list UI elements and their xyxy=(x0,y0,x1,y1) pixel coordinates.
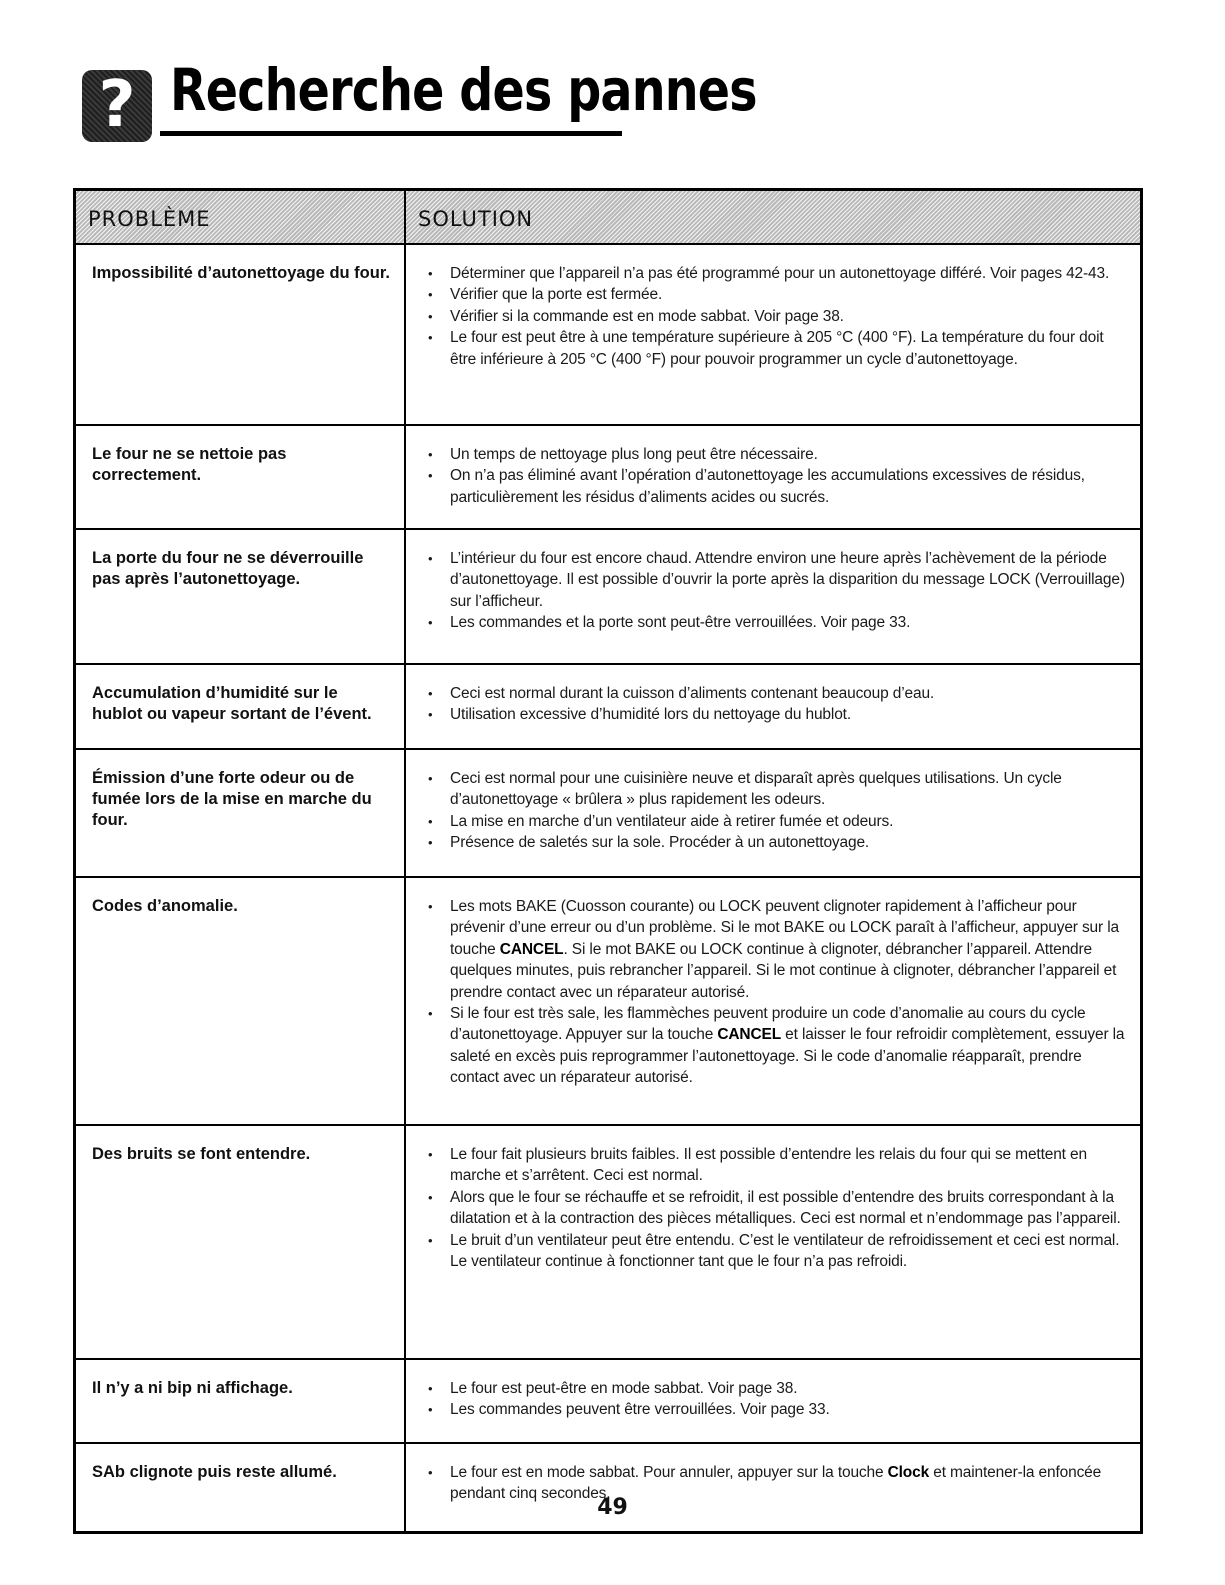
key-label: Clock xyxy=(887,1464,930,1481)
problem-cell: Il n’y a ni bip ni affichage. xyxy=(76,1360,406,1442)
solution-cell xyxy=(406,750,1140,876)
solution-cell xyxy=(406,1360,1140,1442)
problem-cell: Émission d’une forte odeur ou de fumée lors de la mise en marche du four. xyxy=(76,750,406,876)
table-row xyxy=(76,245,1140,426)
solution-item xyxy=(428,768,1126,811)
solution-text: L’intérieur du four est encore chaud. Attendre environ une heure après l’achèvement de la période d’autonettoyage. Il est possible d’ouvrir la porte après la disparition du message LOCK (Verrouillage) sur l’afficheur. xyxy=(450,550,1125,610)
solution-list xyxy=(428,548,1126,634)
solution-item xyxy=(428,327,1126,370)
table-row xyxy=(76,665,1140,750)
solution-item xyxy=(428,811,1126,832)
solution-item xyxy=(428,832,1126,853)
key-label: CANCEL xyxy=(717,1026,782,1044)
solution-item xyxy=(428,306,1126,327)
table-row xyxy=(76,750,1140,878)
troubleshooting-table xyxy=(73,188,1143,1534)
solution-text: On n’a pas éliminé avant l’opération d’autonettoyage les accumulations excessives de résidus, particulièrement les résidus d’aliments acides ou sucrés. xyxy=(450,467,1085,506)
key-label: CANCEL xyxy=(499,940,564,958)
question-mark-icon: ? xyxy=(82,70,152,142)
solution-text: La mise en marche d’un ventilateur aide à retirer fumée et odeurs. xyxy=(450,812,894,830)
solution-item xyxy=(428,683,1126,704)
solution-text: . Si le mot BAKE ou LOCK continue à clignoter, débrancher l’appareil. Attendre quelques minutes, puis rebrancher l’appareil. Si le mot continue à clignoter, débrancher l’appareil et prendre contact avec un réparateur autorisé. xyxy=(450,940,1117,1001)
solution-text: Les commandes et la porte sont peut-être verrouillées. Voir page 33. xyxy=(450,614,911,632)
solution-text: Utilisation excessive d’humidité lors du nettoyage du hublot. xyxy=(450,706,851,724)
column-header-solution: SOLUTION xyxy=(418,207,534,231)
solution-item xyxy=(428,263,1126,284)
solution-item xyxy=(428,1144,1126,1187)
solution-list xyxy=(428,683,1126,726)
solution-text: Vérifier que la porte est fermée. xyxy=(450,286,663,304)
solution-item xyxy=(428,1378,1126,1399)
solution-text: Le four est en mode sabbat. Pour annuler, appuyer sur la touche xyxy=(450,1464,888,1481)
solution-text: Le four est peut-être en mode sabbat. Voir page 38. xyxy=(450,1380,798,1397)
solution-item xyxy=(428,896,1126,1003)
solution-text: Déterminer que l’appareil n’a pas été programmé pour un autonettoyage différé. Voir pages 42-43. xyxy=(450,265,1110,282)
solution-item xyxy=(428,548,1126,612)
solution-cell xyxy=(406,1126,1140,1358)
table-row xyxy=(76,530,1140,665)
solution-item xyxy=(428,612,1126,633)
title-underline xyxy=(160,131,622,136)
solution-list xyxy=(428,896,1126,1089)
solution-text: et maintener-la enfoncée pendant cinq secondes. xyxy=(450,1464,1102,1503)
solution-text: Présence de saletés sur la sole. Procéder à un autonettoyage. xyxy=(450,834,870,852)
solution-text: Si le four est très sale, les flammèches peuvent produire un code d’anomalie au cours du cycle d’autonettoyage. Appuyer sur la touche xyxy=(450,1005,1086,1044)
page-title: Recherche des pannes xyxy=(170,56,757,124)
solution-list xyxy=(428,1144,1126,1272)
solution-item xyxy=(428,444,1126,465)
table-header xyxy=(76,191,1140,245)
solution-item xyxy=(428,465,1126,508)
solution-text: Le four est peut être à une température supérieure à 205 °C (400 °F). La température du four doit être inférieure à 205 °C (400 °F) pour pouvoir programmer un cycle d’autonettoyage. xyxy=(450,329,1104,368)
solution-item xyxy=(428,284,1126,305)
solution-cell xyxy=(406,665,1140,748)
table-body xyxy=(76,245,1140,1531)
solution-item xyxy=(428,704,1126,725)
solution-item xyxy=(428,1187,1126,1230)
solution-text: Un temps de nettoyage plus long peut être nécessaire. xyxy=(450,446,818,463)
solution-cell xyxy=(406,878,1140,1124)
table-row xyxy=(76,878,1140,1126)
solution-item xyxy=(428,1399,1126,1420)
problem-cell: Accumulation d’humidité sur le hublot ou vapeur sortant de l’évent. xyxy=(76,665,406,748)
solution-text: Ceci est normal durant la cuisson d’aliments contenant beaucoup d’eau. xyxy=(450,685,935,702)
solution-text: Ceci est normal pour une cuisinière neuve et disparaît après quelques utilisations. Un cycle d’autonettoyage « brûlera » plus rapidement les odeurs. xyxy=(450,770,1062,809)
solution-list xyxy=(428,1378,1126,1421)
solution-text: Alors que le four se réchauffe et se refroidit, il est possible d’entendre des bruits correspondant à la dilatation et à la contraction des pièces métalliques. Ceci est normal et n’endommage pas l’appareil. xyxy=(450,1188,1121,1228)
solution-text: Le four fait plusieurs bruits faibles. Il est possible d’entendre les relais du four qui se mettent en marche et s’arrêtent. Ceci est normal. xyxy=(450,1146,1087,1185)
solution-cell xyxy=(406,426,1140,528)
solution-text: Vérifier si la commande est en mode sabbat. Voir page 38. xyxy=(450,307,844,325)
problem-cell: Impossibilité d’autonettoyage du four. xyxy=(76,245,406,424)
solution-list xyxy=(428,444,1126,508)
solution-text: Les mots BAKE (Cuosson courante) ou LOCK peuvent clignoter rapidement à l’afficheur pour prévenir d’une erreur ou d’un problème. Si le mot BAKE ou LOCK paraît à l’afficheur, appuyer sur la touche xyxy=(450,898,1119,958)
table-row xyxy=(76,1126,1140,1360)
table-row xyxy=(76,426,1140,530)
solution-item xyxy=(428,1230,1126,1273)
solution-item xyxy=(428,1003,1126,1089)
problem-cell: Des bruits se font entendre. xyxy=(76,1126,406,1358)
problem-cell: La porte du four ne se déverrouille pas après l’autonettoyage. xyxy=(76,530,406,663)
table-row xyxy=(76,1360,1140,1444)
solution-cell xyxy=(406,530,1140,663)
problem-cell: Codes d’anomalie. xyxy=(76,878,406,1124)
solution-cell xyxy=(406,245,1140,424)
solution-list xyxy=(428,768,1126,854)
problem-cell: SAb clignote puis reste allumé. xyxy=(76,1444,406,1531)
page-number: 49 xyxy=(597,1495,628,1520)
column-header-problem: PROBLÈME xyxy=(76,191,406,243)
solution-text: Les commandes peuvent être verrouillées. Voir page 33. xyxy=(450,1401,830,1419)
solution-text: Le bruit d’un ventilateur peut être entendu. C’est le ventilateur de refroidissement et ceci est normal. Le ventilateur continue à fonctionner tant que le four n’a pas refroidi. xyxy=(450,1231,1120,1271)
problem-cell: Le four ne se nettoie pas correctement. xyxy=(76,426,406,528)
solution-text: et laisser le four refroidir complètement, essuyer la saleté en excès puis reprogrammer l’autonettoyage. Si le code d’anomalie réapparaît, prendre contact avec un réparateur autorisé. xyxy=(450,1026,1125,1087)
solution-list xyxy=(428,263,1126,370)
